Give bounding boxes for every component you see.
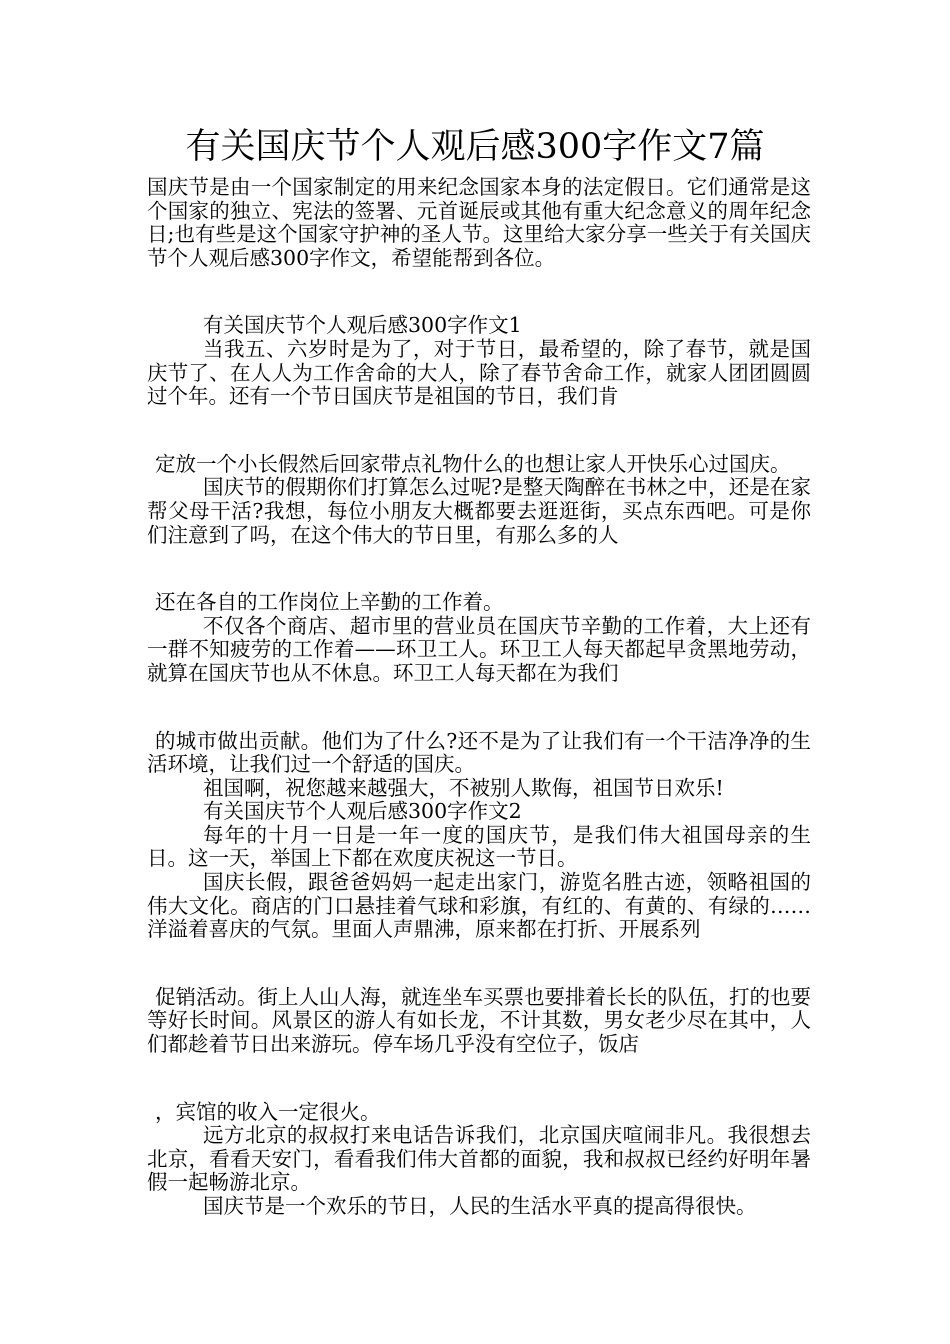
section-heading-1: 有关国庆节个人观后感300字作文1 [203, 313, 522, 338]
body-paragraph: 祖国啊，祝您越来越强大，不被别人欺侮，祖国节日欢乐! [203, 775, 724, 800]
body-paragraph: 当我五、六岁时是为了，对于节日，最希望的，除了春节，就是国庆节了、在人人为工作舍命的大人，除了春节舍命工作，就家人团团圆圆过个年。还有一个节日国庆节是祖国的节日，我们肯 [147, 336, 811, 409]
body-paragraph: 促销活动。街上人山人海，就连坐车买票也要排着长长的队伍，打的也要等好长时间。风景区的游人有如长龙，不计其数，男女老少尽在其中，人们都趁着节日出来游玩。停车场几乎没有空位子，饭店 [147, 984, 811, 1057]
intro-paragraph: 国庆节是由一个国家制定的用来纪念国家本身的法定假日。它们通常是这个国家的独立、宪法的签署、元首诞辰或其他有重大纪念意义的周年纪念日;也有些是这个国家守护神的圣人节。这里给大家分享一些关于有关国庆节个人观后感300字作文，希望能帮到各位。 [147, 175, 811, 270]
body-paragraph: 国庆长假，跟爸爸妈妈一起走出家门，游览名胜古迹，领略祖国的伟大文化。商店的门口悬挂着气球和彩旗，有红的、有黄的、有绿的……洋溢着喜庆的气氛。里面人声鼎沸，原来都在打折、开展系列 [147, 870, 811, 942]
body-paragraph: 定放一个小长假然后回家带点礼物什么的也想让家人开快乐心过国庆。 [155, 451, 791, 476]
body-paragraph: 还在各自的工作岗位上辛勤的工作着。 [155, 590, 504, 615]
body-paragraph: 远方北京的叔叔打来电话告诉我们，北京国庆喧闹非凡。我很想去北京，看看天安门，看看我们伟大首都的面貌，我和叔叔已经约好明年暑假一起畅游北京。 [147, 1123, 811, 1195]
body-paragraph: 不仅各个商店、超市里的营业员在国庆节辛勤的工作着，大上还有一群不知疲劳的工作着——环卫工人。环卫工人每天都起早贪黑地劳动，就算在国庆节也从不休息。环卫工人每天都在为我们 [147, 613, 811, 685]
body-paragraph: 国庆节是一个欢乐的节日，人民的生活水平真的提高得很快。 [203, 1194, 757, 1218]
body-paragraph: ，宾馆的收入一定很火。 [155, 1099, 381, 1124]
body-paragraph: 每年的十月一日是一年一度的国庆节，是我们伟大祖国母亲的生日。这一天，举国上下都在欢度庆祝这一节日。 [147, 822, 811, 871]
body-paragraph: 的城市做出贡献。他们为了什么?还不是为了让我们有一个干洁净净的生活环境，让我们过一个舒适的国庆。 [147, 728, 811, 777]
document-title: 有关国庆节个人观后感300字作文7篇 [185, 127, 765, 167]
document-body [147, 176, 811, 1219]
section-heading-2: 有关国庆节个人观后感300字作文2 [203, 799, 522, 824]
body-paragraph: 国庆节的假期你们打算怎么过呢?是整天陶醉在书林之中，还是在家帮父母干活?我想，每位小朋友大概都要去逛逛街，买点东西吧。可是你们注意到了吗，在这个伟大的节日里，有那么多的人 [147, 475, 811, 547]
